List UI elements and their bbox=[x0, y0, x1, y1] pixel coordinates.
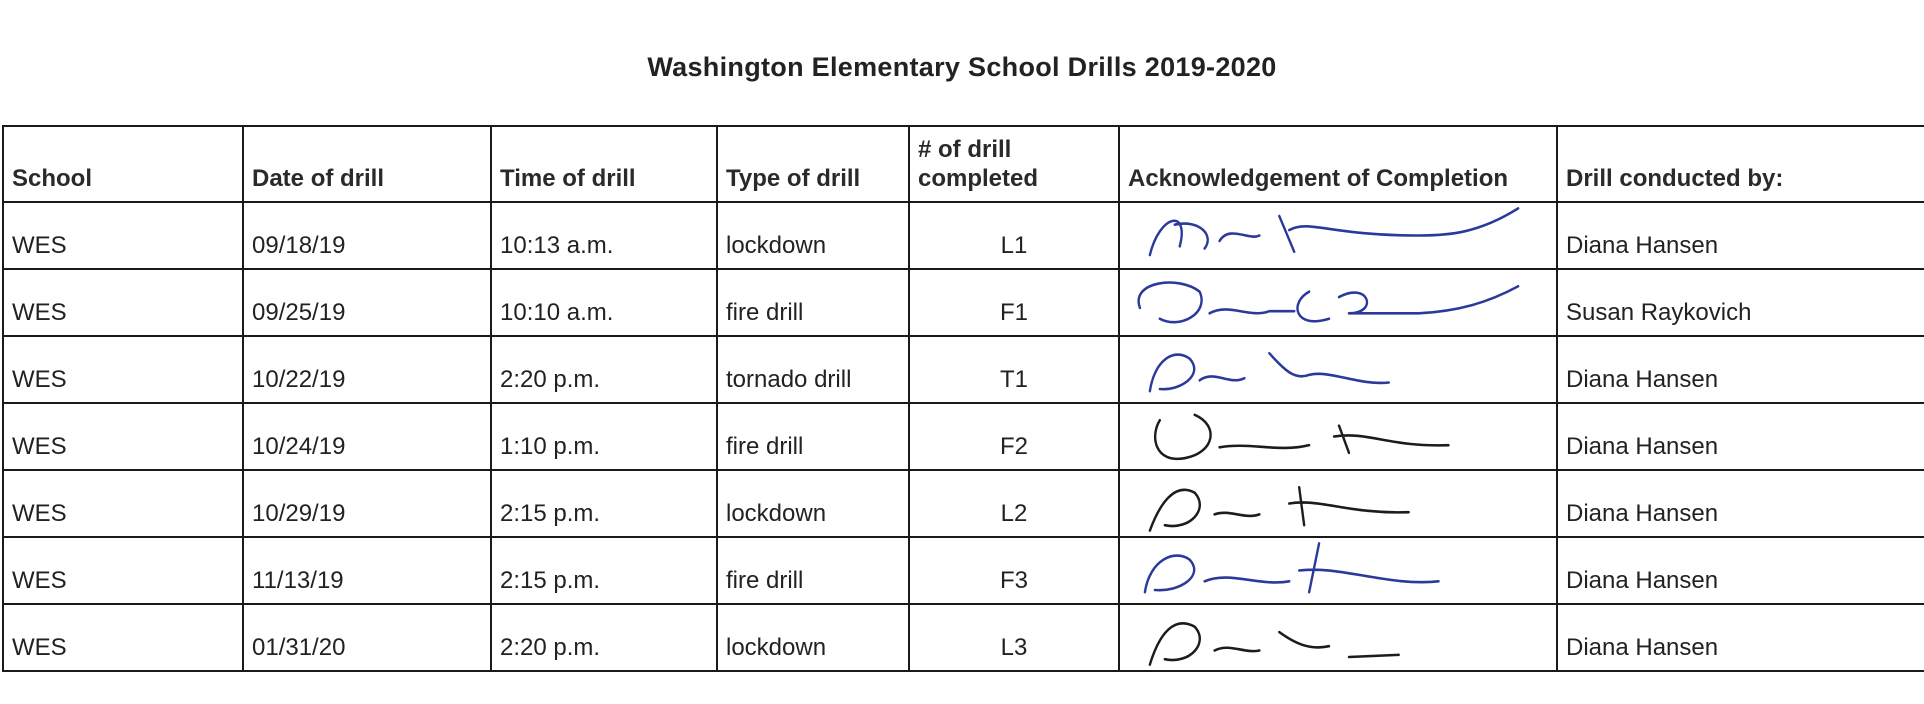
table-row bbox=[3, 269, 1924, 336]
cell-time: 2:20 p.m. bbox=[491, 604, 717, 671]
cell-type: lockdown bbox=[717, 604, 909, 671]
cell-conducted-by: Diana Hansen bbox=[1557, 537, 1924, 604]
signature-cell bbox=[1119, 202, 1557, 269]
cell-time: 10:10 a.m. bbox=[491, 269, 717, 336]
signature-stroke bbox=[1145, 543, 1439, 592]
handwritten-signature bbox=[1120, 538, 1556, 603]
signature-stroke bbox=[1150, 353, 1389, 391]
cell-conducted-by: Diana Hansen bbox=[1557, 336, 1924, 403]
cell-number: L2 bbox=[909, 470, 1119, 537]
cell-conducted-by: Diana Hansen bbox=[1557, 403, 1924, 470]
handwritten-signature bbox=[1120, 337, 1556, 402]
cell-type: fire drill bbox=[717, 269, 909, 336]
cell-time: 10:13 a.m. bbox=[491, 202, 717, 269]
cell-number: T1 bbox=[909, 336, 1119, 403]
cell-school: WES bbox=[3, 202, 243, 269]
cell-time: 2:15 p.m. bbox=[491, 537, 717, 604]
cell-date: 10/24/19 bbox=[243, 403, 491, 470]
header-type: Type of drill bbox=[717, 126, 909, 202]
signature-stroke bbox=[1150, 623, 1399, 664]
cell-date: 11/13/19 bbox=[243, 537, 491, 604]
signature-stroke bbox=[1150, 208, 1518, 255]
signature-cell bbox=[1119, 604, 1557, 671]
cell-conducted-by: Diana Hansen bbox=[1557, 604, 1924, 671]
cell-number: F1 bbox=[909, 269, 1119, 336]
header-drill-number: # of drill completed bbox=[909, 126, 1119, 202]
cell-school: WES bbox=[3, 604, 243, 671]
header-conducted-by: Drill conducted by: bbox=[1557, 126, 1924, 202]
table-body bbox=[3, 202, 1924, 671]
handwritten-signature bbox=[1120, 203, 1556, 268]
cell-school: WES bbox=[3, 336, 243, 403]
table-row bbox=[3, 537, 1924, 604]
cell-type: fire drill bbox=[717, 403, 909, 470]
header-school: School bbox=[3, 126, 243, 202]
table-row bbox=[3, 202, 1924, 269]
cell-conducted-by: Diana Hansen bbox=[1557, 202, 1924, 269]
signature-cell bbox=[1119, 537, 1557, 604]
cell-school: WES bbox=[3, 470, 243, 537]
signature-cell bbox=[1119, 403, 1557, 470]
cell-time: 1:10 p.m. bbox=[491, 403, 717, 470]
cell-number: F2 bbox=[909, 403, 1119, 470]
cell-number: F3 bbox=[909, 537, 1119, 604]
cell-type: tornado drill bbox=[717, 336, 909, 403]
table-header-row bbox=[3, 126, 1924, 202]
handwritten-signature bbox=[1120, 270, 1556, 335]
cell-date: 09/18/19 bbox=[243, 202, 491, 269]
cell-time: 2:15 p.m. bbox=[491, 470, 717, 537]
handwritten-signature bbox=[1120, 605, 1556, 670]
handwritten-signature bbox=[1120, 471, 1556, 536]
signature-stroke bbox=[1150, 487, 1409, 530]
cell-date: 10/29/19 bbox=[243, 470, 491, 537]
signature-cell bbox=[1119, 269, 1557, 336]
cell-conducted-by: Diana Hansen bbox=[1557, 470, 1924, 537]
header-time: Time of drill bbox=[491, 126, 717, 202]
cell-school: WES bbox=[3, 537, 243, 604]
header-acknowledgement: Acknowledgement of Completion bbox=[1119, 126, 1557, 202]
cell-date: 09/25/19 bbox=[243, 269, 491, 336]
cell-school: WES bbox=[3, 403, 243, 470]
cell-date: 10/22/19 bbox=[243, 336, 491, 403]
cell-number: L1 bbox=[909, 202, 1119, 269]
cell-conducted-by: Susan Raykovich bbox=[1557, 269, 1924, 336]
cell-number: L3 bbox=[909, 604, 1119, 671]
drill-log-table bbox=[2, 125, 1924, 672]
document-title: Washington Elementary School Drills 2019-2020 bbox=[647, 52, 1277, 82]
table-row bbox=[3, 336, 1924, 403]
cell-school: WES bbox=[3, 269, 243, 336]
table-row bbox=[3, 470, 1924, 537]
signature-stroke bbox=[1155, 415, 1448, 459]
cell-type: fire drill bbox=[717, 537, 909, 604]
cell-type: lockdown bbox=[717, 202, 909, 269]
cell-time: 2:20 p.m. bbox=[491, 336, 717, 403]
table-row bbox=[3, 604, 1924, 671]
signature-stroke bbox=[1139, 283, 1519, 323]
signature-cell bbox=[1119, 336, 1557, 403]
handwritten-signature bbox=[1120, 404, 1556, 469]
header-date: Date of drill bbox=[243, 126, 491, 202]
cell-date: 01/31/20 bbox=[243, 604, 491, 671]
cell-type: lockdown bbox=[717, 470, 909, 537]
table-row bbox=[3, 403, 1924, 470]
signature-cell bbox=[1119, 470, 1557, 537]
